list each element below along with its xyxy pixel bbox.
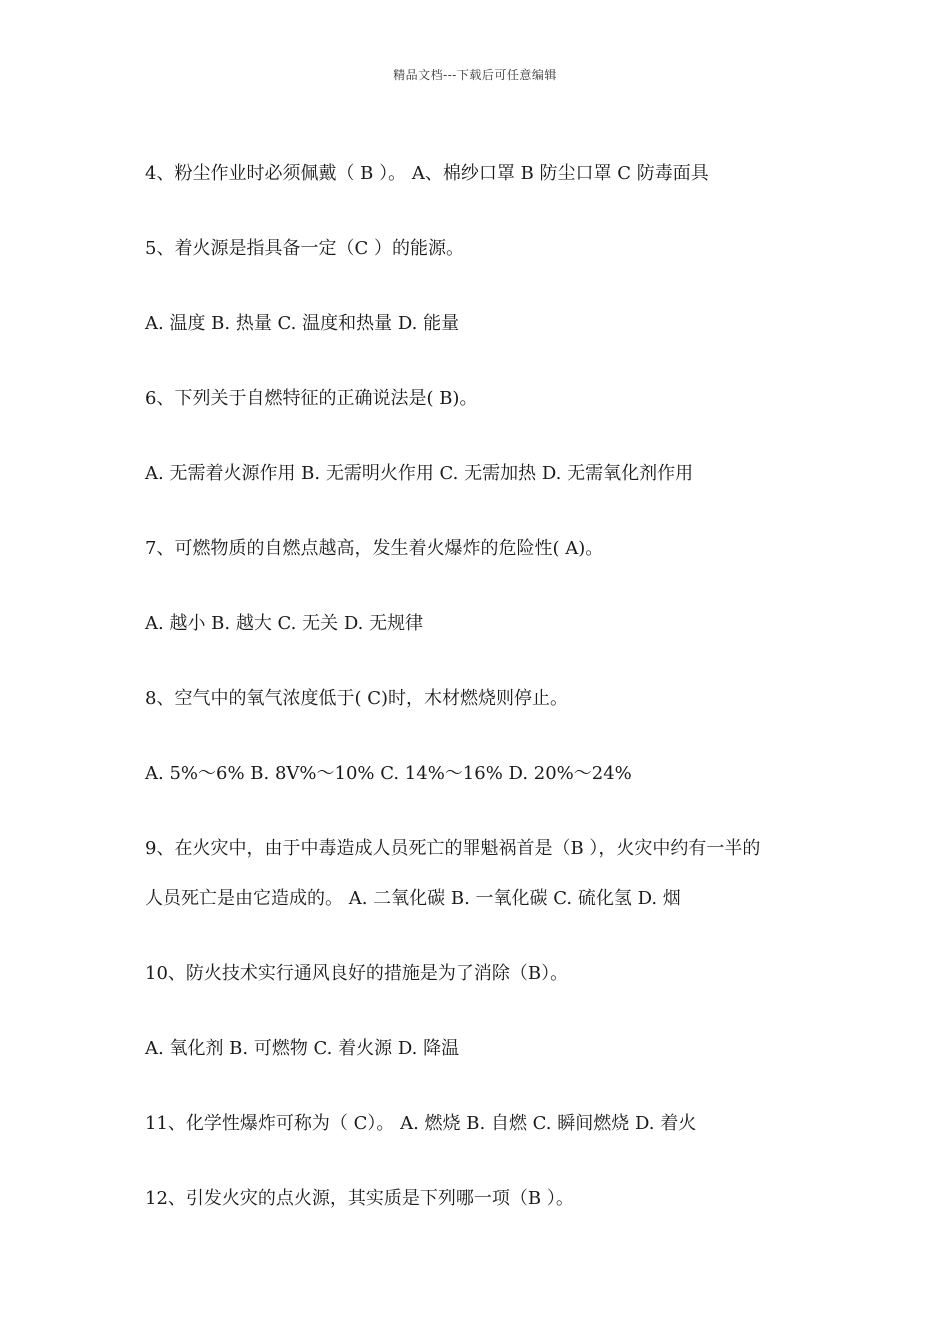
question-10: 10、防火技术实行通风良好的措施是为了消除（B）。	[145, 963, 569, 984]
question-8-options: A. 5%～6% B. 8V%～10% C. 14%～16% D. 20%～24%	[145, 763, 632, 784]
question-6-options: A. 无需着火源作用 B. 无需明火作用 C. 无需加热 D. 无需氧化剂作用	[145, 463, 694, 484]
question-7-options: A. 越小 B. 越大 C. 无关 D. 无规律	[145, 613, 424, 634]
question-9-continued: 人员死亡是由它造成的。 A. 二氧化碳 B. 一氧化碳 C. 硫化氢 D. 烟	[145, 888, 681, 909]
question-4: 4、粉尘作业时必须佩戴（ B ）。 A、棉纱口罩 B 防尘口罩 C 防毒面具	[145, 163, 709, 184]
question-10-options: A. 氧化剂 B. 可燃物 C. 着火源 D. 降温	[145, 1038, 460, 1059]
page-header: 精品文档---下载后可任意编辑	[393, 68, 557, 82]
question-11: 11、化学性爆炸可称为（ C）。 A. 燃烧 B. 自燃 C. 瞬间燃烧 D. 着火	[145, 1113, 697, 1134]
question-7: 7、可燃物质的自燃点越高，发生着火爆炸的危险性( A)。	[145, 538, 604, 559]
question-5-options: A. 温度 B. 热量 C. 温度和热量 D. 能量	[145, 313, 460, 334]
question-12: 12、引发火灾的点火源，其实质是下列哪一项（B ）。	[145, 1188, 574, 1209]
question-9: 9、在火灾中，由于中毒造成人员死亡的罪魁祸首是（B ），火灾中约有一半的	[145, 838, 761, 859]
question-6: 6、下列关于自燃特征的正确说法是( B)。	[145, 388, 478, 409]
document-body	[145, 160, 825, 1260]
question-5: 5、着火源是指具备一定（C ）的能源。	[145, 238, 464, 259]
question-8: 8、空气中的氧气浓度低于( C)时，木材燃烧则停止。	[145, 688, 568, 709]
